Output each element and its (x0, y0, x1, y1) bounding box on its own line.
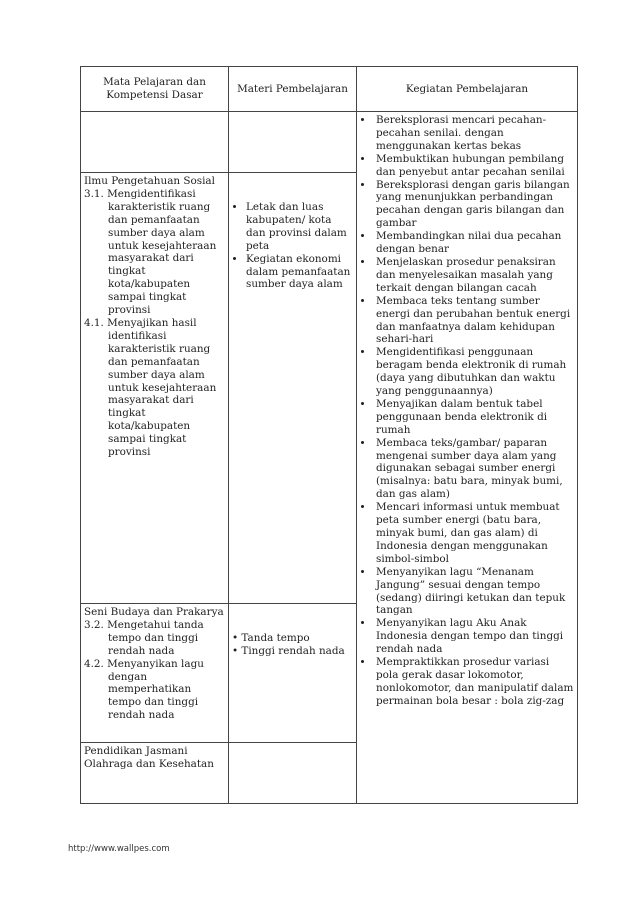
header-kegiatan: Kegiatan Pembelajaran (357, 67, 578, 112)
kegiatan-item: • Mencari informasi untuk membuat peta sumber energi (batu bara, minyak bumi, dan gas alam) di Indonesia dengan menggunakan simbol-simbol (374, 501, 574, 566)
sbdp-cell (81, 604, 229, 743)
table-row (81, 112, 578, 173)
materi-list (232, 201, 353, 291)
lesson-table (80, 66, 578, 804)
kegiatan-item: • Menyanyikan lagu “Menanam Jangung” sesuai dengan tempo (sedang) diiringi ketukan dan tepuk tangan (374, 566, 574, 618)
footer-url: http://www.wallpes.com (68, 844, 170, 854)
kegiatan-item: • Bereksplorasi dengan garis bilangan yang menunjukkan perbandingan pecahan dengan garis bilangan dan gambar (374, 179, 574, 231)
subject-title: Ilmu Pengetahuan Sosial (84, 175, 215, 187)
kd-item: 4.1. Menyajikan hasil identifikasi karakteristik ruang dan pemanfaatan sumber daya alam untuk kesejahteraan masyarakat dari tingkat kota/kabupaten sampai tingkat provinsi (84, 316, 217, 459)
subject-title: Seni Budaya dan Prakarya (84, 606, 224, 618)
kegiatan-list (360, 114, 574, 708)
kd-item: 3.1. Mengidentifikasi karakteristik ruang dan pemanfaatan sumber daya alam untuk kesejahteraan masyarakat dari tingkat kota/kabupaten sampai tingkat provinsi (84, 187, 217, 317)
kegiatan-cell (357, 112, 578, 804)
list-item: • Kegiatan ekonomi dalam pemanfaatan sumber daya alam (246, 253, 353, 292)
list-item: • Letak dan luas kabupaten/ kota dan provinsi dalam peta (246, 201, 353, 253)
list-item: • Tanda tempo (232, 632, 310, 644)
ips-cell (81, 173, 229, 604)
header-row (81, 67, 578, 112)
sbdp-materi-cell (229, 604, 357, 743)
kegiatan-item: • Membaca teks tentang sumber energi dan perubahan bentuk energi dan manfaatnya dalam kehidupan sehari-hari (374, 295, 574, 347)
kd-item: 3.2. Mengetahui tanda tempo dan tinggi rendah nada (84, 618, 204, 657)
empty-cell (81, 112, 229, 173)
pjok-materi-cell (229, 743, 357, 804)
materi-list (232, 632, 353, 658)
kegiatan-item: • Membaca teks/gambar/ paparan mengenai sumber daya alam yang digunakan sebagai sumber energi (misalnya: batu bara, minyak bumi, dan gas alam) (374, 437, 574, 502)
subject-title: Pendidikan Jasmani Olahraga dan Kesehatan (84, 745, 214, 770)
kegiatan-item: • Mengidentifikasi penggunaan beragam benda elektronik di rumah (daya yang dibutuhkan dan waktu yang penggunaannya) (374, 346, 574, 398)
kegiatan-item: • Bereksplorasi mencari pecahan-pecahan senilai. dengan menggunakan kertas bekas (374, 114, 574, 153)
kegiatan-item: • Membuktikan hubungan pembilang dan penyebut antar pecahan senilai (374, 153, 574, 179)
header-subject: Mata Pelajaran dan Kompetensi Dasar (81, 67, 229, 112)
kegiatan-item: • Menjelaskan prosedur penaksiran dan menyelesaikan masalah yang terkait dengan bilangan cacah (374, 256, 574, 295)
kegiatan-item: • Mempraktikkan prosedur variasi pola gerak dasar lokomotor, nonlokomotor, dan manipulatif dalam permainan bola besar : bola zig-zag (374, 656, 574, 708)
pjok-cell (81, 743, 229, 804)
list-item: • Tinggi rendah nada (232, 644, 345, 657)
kegiatan-item: • Menyajikan dalam bentuk tabel penggunaan benda elektronik di rumah (374, 398, 574, 437)
header-materi: Materi Pembelajaran (229, 67, 357, 112)
kegiatan-item: • Membandingkan nilai dua pecahan dengan benar (374, 230, 574, 256)
kd-item: 4.2. Menyanyikan lagu dengan memperhatikan tempo dan tinggi rendah nada (84, 657, 204, 722)
ips-materi-cell (229, 173, 357, 604)
kegiatan-item: • Menyanyikan lagu Aku Anak Indonesia dengan tempo dan tinggi rendah nada (374, 617, 574, 656)
empty-cell (229, 112, 357, 173)
